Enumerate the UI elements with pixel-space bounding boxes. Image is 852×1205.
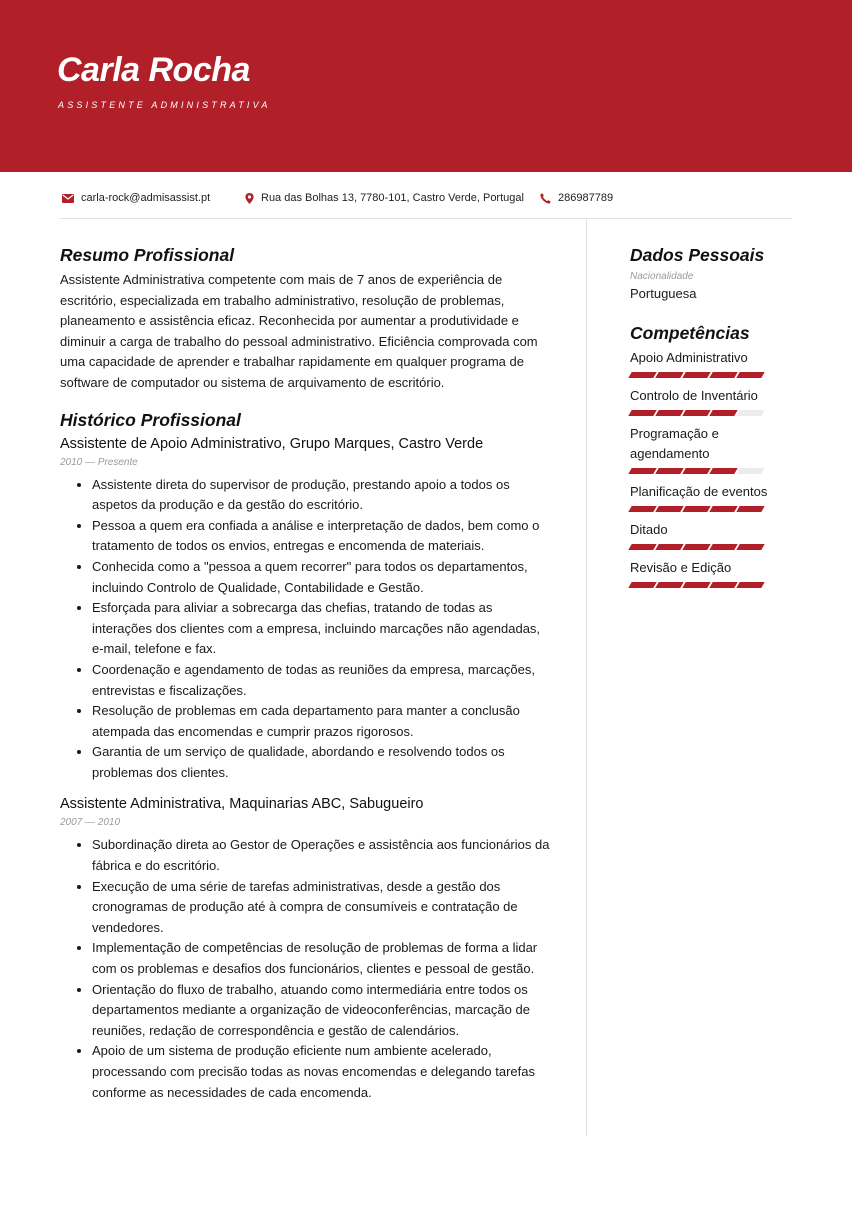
- skill-level-segment: [709, 506, 737, 512]
- skill-level-bar: [630, 582, 800, 588]
- skill-level-bar: [630, 544, 800, 550]
- contact-divider: [60, 218, 792, 219]
- skill-level-segment: [655, 468, 683, 474]
- skills-section: [630, 322, 800, 588]
- list-item: • Coordenação e agendamento de todas as reuniões da empresa, marcações, entrevistas e fiscalizações.: [92, 660, 550, 701]
- skill-level-segment: [682, 372, 710, 378]
- skill-level-segment: [682, 544, 710, 550]
- job-title: Assistente de Apoio Administrativo, Grupo Marques, Castro Verde: [60, 435, 484, 452]
- skill-level-segment: [709, 468, 737, 474]
- skill-level-segment: [682, 468, 710, 474]
- resume-header: [0, 0, 852, 172]
- history-section: [60, 409, 550, 1104]
- job-dates: 2007 — 2010: [60, 817, 121, 829]
- skill-level-segment: [709, 372, 737, 378]
- list-item: • Assistente direta do supervisor de produção, prestando apoio a todos os aspetos da produção e da gestão do escritório.: [92, 475, 550, 516]
- list-item: • Implementação de competências de resolução de problemas de forma a lidar com os problemas e desafios dos funcionários, clientes e pessoal de gestão.: [92, 938, 550, 979]
- skill-level-segment: [628, 410, 656, 416]
- skill-level-segment: [682, 582, 710, 588]
- list-item: • Conhecida como a "pessoa a quem recorrer" para todos os departamentos, incluindo Controlo de Qualidade, Contabilidade e Gestão.: [92, 557, 550, 598]
- skill-level-segment: [736, 410, 764, 416]
- skill-level-segment: [709, 544, 737, 550]
- summary-text: Assistente Administrativa competente com mais de 7 anos de experiência de escritório, especializada em trabalho administrativo, resolução de problemas, planeamento e assistência eficaz. Reconhecida por aumentar a produtividade e diminuir a carga de trabalho do pessoal administrativo. Eficiência comprovada com uma capacidade de aprender e trabalhar rapidamente em qualquer programa de software de computador ou sistema de arquivamento de escritório.: [60, 272, 538, 390]
- map-pin-icon: [245, 193, 254, 204]
- skill-level-segment: [736, 372, 764, 378]
- skill-level-segment: [736, 506, 764, 512]
- column-divider: [586, 219, 587, 1136]
- main-column: [60, 244, 550, 1103]
- skill-item: [630, 424, 800, 474]
- skill-level-segment: [736, 582, 764, 588]
- history-heading: Histórico Profissional: [60, 409, 241, 430]
- candidate-name: Carla Rocha: [57, 51, 250, 89]
- skill-level-segment: [655, 582, 683, 588]
- list-item: • Subordinação direta ao Gestor de Operações e assistência aos funcionários da fábrica e do escritório.: [92, 835, 550, 876]
- skill-level-bar: [630, 468, 800, 474]
- phone-icon: [540, 193, 551, 204]
- job-title: Assistente Administrativa, Maquinarias ABC, Sabugueiro: [60, 796, 424, 813]
- list-item: • Esforçada para aliviar a sobrecarga das chefias, tratando de todas as interações dos clientes com a empresa, incluindo marcações não agendadas, e-mail, telefone e fax.: [92, 598, 550, 660]
- list-item: • Resolução de problemas em cada departamento para manter a conclusão atempada das encomendas e cumprir prazos rigorosos.: [92, 701, 550, 742]
- skill-item: [630, 482, 800, 512]
- skill-name: Ditado: [630, 522, 668, 537]
- list-item: • Garantia de um serviço de qualidade, abordando e resolvendo todos os problemas dos clientes.: [92, 742, 550, 783]
- phone-text: 286987789: [558, 192, 614, 204]
- skill-item: [630, 558, 800, 588]
- candidate-role: ASSISTENTE ADMINISTRATIVA: [58, 100, 271, 110]
- skills-list: [630, 348, 800, 588]
- skill-level-bar: [630, 506, 800, 512]
- skill-level-segment: [655, 372, 683, 378]
- skill-name: Planificação de eventos: [630, 484, 768, 499]
- skill-level-segment: [682, 506, 710, 512]
- skill-item: [630, 348, 800, 378]
- list-item: • Execução de uma série de tarefas administrativas, desde a gestão dos cronogramas de produção até à compra de consumíveis e contratação de vendedores.: [92, 877, 550, 939]
- skill-level-segment: [628, 468, 656, 474]
- job-entry: [60, 794, 550, 1103]
- contact-bar: [60, 188, 792, 208]
- skill-name: Apoio Administrativo: [630, 350, 748, 365]
- skill-name: Programação e agendamento: [630, 426, 719, 461]
- skill-level-segment: [709, 410, 737, 416]
- skill-level-segment: [736, 468, 764, 474]
- skill-item: [630, 386, 800, 416]
- skill-level-segment: [628, 506, 656, 512]
- list-item: • Orientação do fluxo de trabalho, atuando como intermediária entre todos os departamentos mediante a organização de videoconferências, marcação de reuniões, redação de correspondência e gestão de calendários.: [92, 980, 550, 1042]
- nationality-label: Nacionalidade: [630, 271, 694, 282]
- skill-level-segment: [709, 582, 737, 588]
- nationality-value: Portuguesa: [630, 286, 697, 301]
- skill-level-bar: [630, 372, 800, 378]
- skill-item: [630, 520, 800, 550]
- skills-heading: Competências: [630, 323, 750, 343]
- contact-phone[interactable]: [540, 188, 613, 208]
- job-dates: 2010 — Presente: [60, 456, 138, 468]
- sidebar-column: [630, 244, 800, 596]
- skill-level-segment: [628, 544, 656, 550]
- skill-level-segment: [655, 544, 683, 550]
- summary-section: [60, 244, 550, 394]
- address-text: Rua das Bolhas 13, 7780-101, Castro Verde, Portugal: [261, 192, 524, 204]
- skill-level-segment: [628, 582, 656, 588]
- skill-name: Controlo de Inventário: [630, 388, 758, 403]
- job-entry: [60, 434, 550, 784]
- skill-level-bar: [630, 410, 800, 416]
- job-bullets: [60, 475, 550, 784]
- personal-heading: Dados Pessoais: [630, 245, 765, 265]
- personal-section: [630, 244, 800, 304]
- contact-email[interactable]: [62, 188, 210, 208]
- contact-address: [245, 188, 524, 208]
- skill-name: Revisão e Edição: [630, 560, 732, 575]
- envelope-icon: [62, 194, 74, 203]
- skill-level-segment: [628, 372, 656, 378]
- list-item: • Pessoa a quem era confiada a análise e interpretação de dados, bem como o tratamento de todos os envios, entregas e encomenda de materiais.: [92, 516, 550, 557]
- skill-level-segment: [655, 410, 683, 416]
- skill-level-segment: [736, 544, 764, 550]
- email-text: carla-rock@admisassist.pt: [81, 192, 211, 204]
- skill-level-segment: [682, 410, 710, 416]
- skill-level-segment: [655, 506, 683, 512]
- job-bullets: [60, 835, 550, 1103]
- summary-heading: Resumo Profissional: [60, 245, 235, 265]
- list-item: • Apoio de um sistema de produção eficiente num ambiente acelerado, processando com precisão todas as novas encomendas e delegando tarefas conforme as necessidades de cada encomenda.: [92, 1041, 550, 1103]
